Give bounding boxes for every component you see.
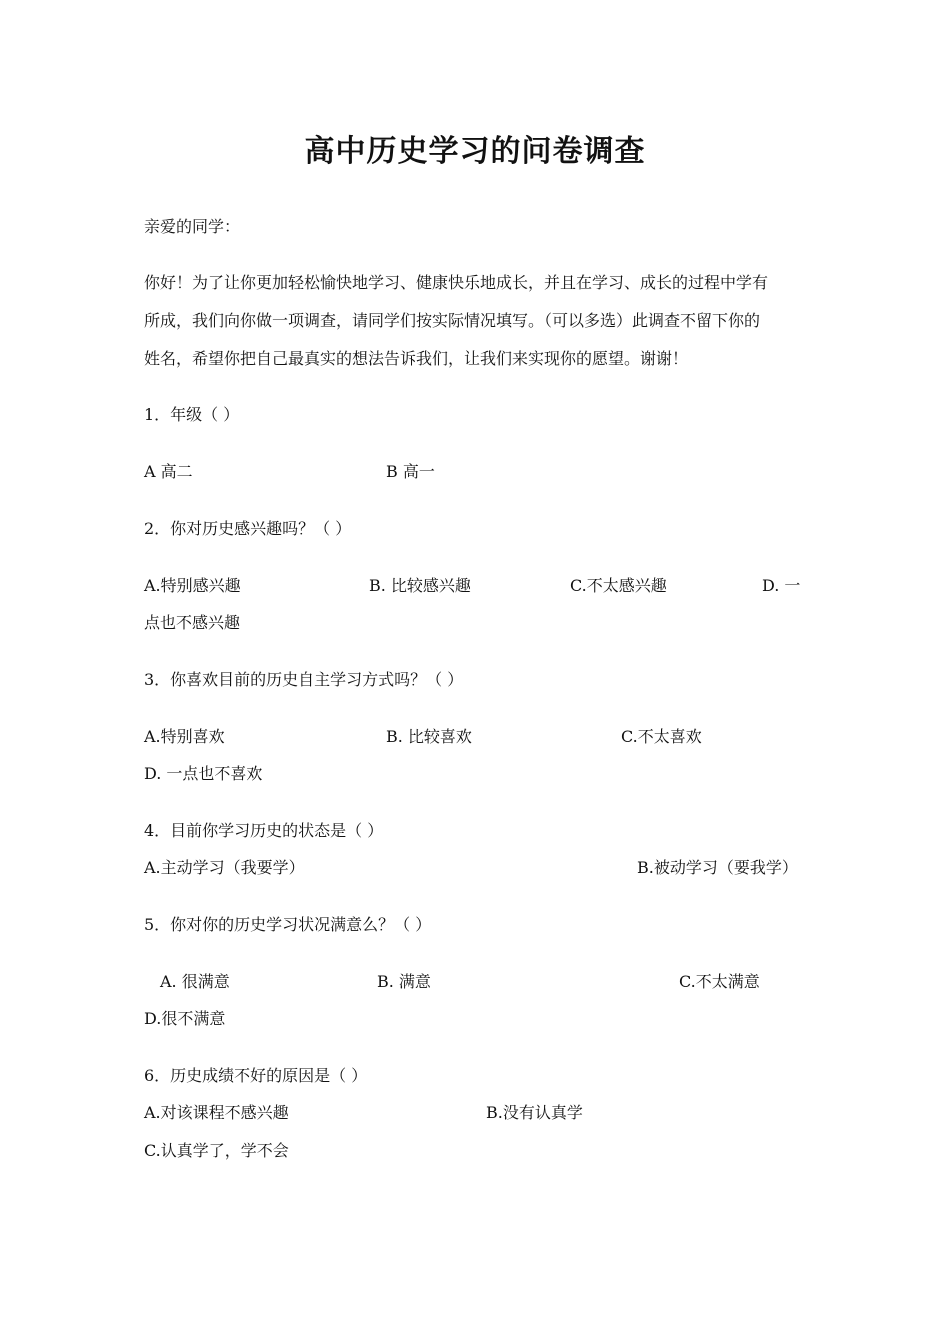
option-a: A. 很满意	[160, 972, 230, 991]
question-text: 6．历史成绩不好的原因是（ ）	[144, 1066, 368, 1085]
question-text: 5．你对你的历史学习状况满意么？（ ）	[144, 915, 432, 934]
intro-line: 你好！为了让你更加轻松愉快地学习、健康快乐地成长，并且在学习、成长的过程中学有	[144, 273, 769, 292]
greeting: 亲爱的同学：	[144, 217, 241, 236]
option-a: A 高二	[144, 462, 193, 481]
option-d: D. 一	[762, 576, 801, 595]
question-text: 4．目前你学习历史的状态是（ ）	[144, 821, 384, 840]
option-a: A.特别喜欢	[144, 727, 225, 746]
page-title: 高中历史学习的问卷调查	[304, 134, 646, 169]
option-d: D.很不满意	[144, 1009, 226, 1028]
intro-line: 所成，我们向你做一项调查，请同学们按实际情况填写。（可以多选）此调查不留下你的	[144, 311, 761, 330]
option-c: C.不太喜欢	[621, 727, 702, 746]
option-b: B.没有认真学	[486, 1103, 583, 1122]
option-c: C.认真学了，学不会	[144, 1141, 289, 1160]
intro-line: 姓名，希望你把自己最真实的想法告诉我们，让我们来实现你的愿望。谢谢！	[144, 349, 689, 368]
option-c: C.不太满意	[679, 972, 760, 991]
option-d-continued: 点也不感兴趣	[144, 613, 241, 632]
option-a: A.特别感兴趣	[144, 576, 241, 595]
question-text: 2．你对历史感兴趣吗？（ ）	[144, 519, 352, 538]
option-b: B. 比较喜欢	[386, 727, 472, 746]
option-b: B. 满意	[377, 972, 431, 991]
question-text: 3．你喜欢目前的历史自主学习方式吗？（ ）	[144, 670, 464, 689]
option-b: B.被动学习（要我学）	[637, 858, 798, 877]
option-d: D. 一点也不喜欢	[144, 764, 263, 783]
option-b: B. 比较感兴趣	[369, 576, 471, 595]
question-text: 1．年级（ ）	[144, 405, 240, 424]
option-a: A.主动学习（我要学）	[144, 858, 305, 877]
option-a: A.对该课程不感兴趣	[144, 1103, 289, 1122]
option-c: C.不太感兴趣	[570, 576, 667, 595]
option-b: B 高一	[386, 462, 435, 481]
